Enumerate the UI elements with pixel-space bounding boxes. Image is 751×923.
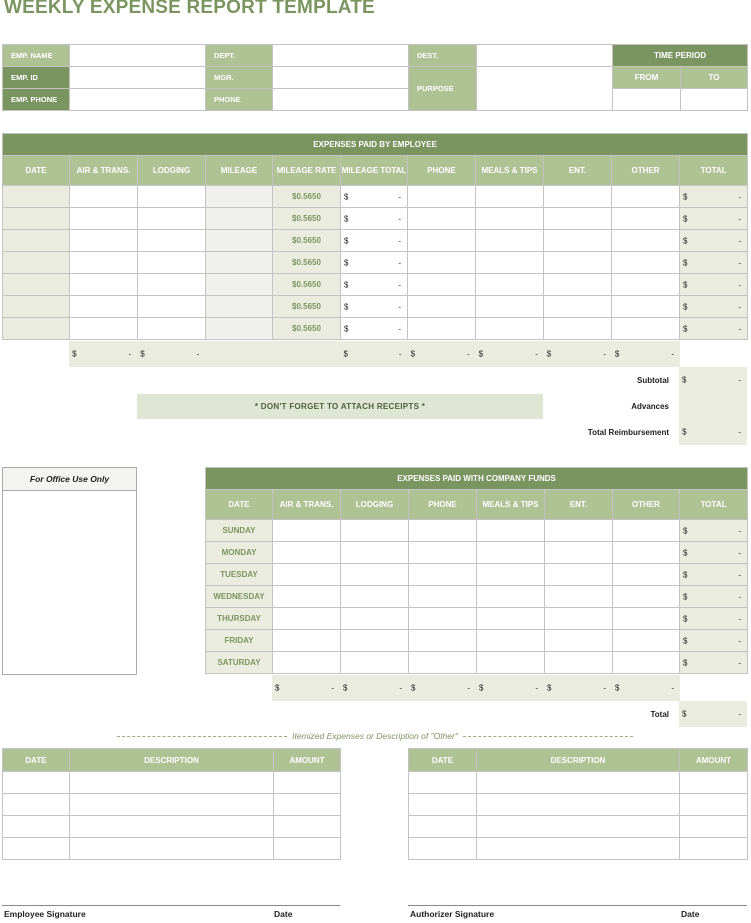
table-row xyxy=(409,772,748,794)
itemized-description-cell[interactable] xyxy=(70,816,274,838)
table-row xyxy=(3,208,748,230)
mileage-total-cell: $ - xyxy=(341,252,408,274)
phone-cell[interactable] xyxy=(408,296,476,318)
ent-cell[interactable] xyxy=(545,652,613,674)
other-cell[interactable] xyxy=(612,186,680,208)
itemized-right-date-header: DATE xyxy=(409,749,477,772)
emp-id-label: EMP. ID xyxy=(3,67,70,89)
mileage-total-cell: $ - xyxy=(341,230,408,252)
total-meals-cell: $ - xyxy=(476,341,544,367)
itemized-amount-cell[interactable] xyxy=(274,772,341,794)
employee-expenses-title: EXPENSES PAID BY EMPLOYEE xyxy=(3,134,748,156)
itemized-date-cell[interactable] xyxy=(3,838,70,860)
table-row xyxy=(3,186,748,208)
phone-cell[interactable] xyxy=(408,230,476,252)
subtotal-label: Subtotal xyxy=(637,375,669,385)
itemized-amount-cell[interactable] xyxy=(680,772,748,794)
air-trans-cell[interactable] xyxy=(273,586,341,608)
employee-expenses-table xyxy=(2,133,748,340)
dept-field[interactable] xyxy=(273,45,409,67)
phone-cell[interactable] xyxy=(408,274,476,296)
phone-cell[interactable] xyxy=(409,630,477,652)
reimbursement-summary xyxy=(543,367,747,445)
company-col-header: OTHER xyxy=(613,490,680,520)
company-col-header: DATE xyxy=(206,490,273,520)
to-field[interactable] xyxy=(681,89,748,111)
itemized-left-desc-header: DESCRIPTION xyxy=(70,749,274,772)
date-cell[interactable] xyxy=(3,208,70,230)
meals-tips-cell[interactable] xyxy=(476,318,544,340)
itemized-label: Itemized Expenses or Description of "Other" xyxy=(292,731,458,741)
authorizer-signature-label: Authorizer Signature xyxy=(410,909,495,919)
table-row xyxy=(409,794,748,816)
other-cell[interactable] xyxy=(613,586,680,608)
meals-tips-cell[interactable] xyxy=(476,208,544,230)
total-mileage-total-cell: $ - xyxy=(340,341,407,367)
itemized-divider xyxy=(117,731,633,741)
phone-cell[interactable] xyxy=(409,542,477,564)
co-total-air-cell: $ - xyxy=(272,675,340,701)
air-trans-cell[interactable] xyxy=(273,630,341,652)
day-cell: MONDAY xyxy=(206,542,273,564)
other-cell[interactable] xyxy=(613,608,680,630)
authorizer-date-label: Date xyxy=(681,909,700,919)
date-cell[interactable] xyxy=(3,296,70,318)
total-rate-cell xyxy=(272,341,340,367)
row-total-cell: $ - xyxy=(680,564,748,586)
other-cell[interactable] xyxy=(612,230,680,252)
itemized-left-amount-header: AMOUNT xyxy=(274,749,341,772)
total-air-cell: $ - xyxy=(69,341,137,367)
mileage-rate-cell: $0.5650 xyxy=(273,274,341,296)
employee-col-header: PHONE xyxy=(408,156,476,186)
company-col-header: PHONE xyxy=(409,490,477,520)
employee-col-header: LODGING xyxy=(138,156,206,186)
employee-totals-row xyxy=(2,341,680,367)
ent-cell[interactable] xyxy=(545,608,613,630)
day-cell: THURSDAY xyxy=(206,608,273,630)
advances-label: Advances xyxy=(631,401,669,411)
emp-phone-field[interactable] xyxy=(70,89,206,111)
mileage-cell[interactable] xyxy=(206,274,273,296)
mileage-rate-cell: $0.5650 xyxy=(273,208,341,230)
itemized-description-cell[interactable] xyxy=(477,816,680,838)
table-row xyxy=(3,274,748,296)
emp-phone-label: EMP. PHONE xyxy=(3,89,70,111)
subtotal-value: $ - xyxy=(679,367,747,393)
row-total-cell: $ - xyxy=(680,296,748,318)
company-total-value: $ - xyxy=(679,701,747,727)
day-cell: SUNDAY xyxy=(206,520,273,542)
meals-tips-cell[interactable] xyxy=(477,542,545,564)
ent-cell[interactable] xyxy=(544,208,612,230)
row-total-cell: $ - xyxy=(680,520,748,542)
mileage-rate-cell: $0.5650 xyxy=(273,252,341,274)
other-cell[interactable] xyxy=(612,296,680,318)
phone-label: PHONE xyxy=(206,89,273,111)
employee-col-header: DATE xyxy=(3,156,70,186)
from-field[interactable] xyxy=(613,89,681,111)
table-row xyxy=(3,296,748,318)
mileage-cell[interactable] xyxy=(206,186,273,208)
table-row xyxy=(3,318,748,340)
date-cell[interactable] xyxy=(3,318,70,340)
total-ent-cell: $ - xyxy=(544,341,612,367)
mileage-total-cell: $ - xyxy=(341,208,408,230)
mileage-rate-cell: $0.5650 xyxy=(273,296,341,318)
itemized-description-cell[interactable] xyxy=(70,772,274,794)
table-row xyxy=(3,252,748,274)
lodging-cell[interactable] xyxy=(341,608,409,630)
table-row xyxy=(206,564,748,586)
employee-signature-line[interactable] xyxy=(2,905,340,906)
itemized-date-cell[interactable] xyxy=(409,794,477,816)
mileage-cell[interactable] xyxy=(206,318,273,340)
page-title: WEEKLY EXPENSE REPORT TEMPLATE xyxy=(4,0,375,18)
table-row xyxy=(206,608,748,630)
mileage-total-cell: $ - xyxy=(341,296,408,318)
itemized-description-cell[interactable] xyxy=(70,794,274,816)
table-row xyxy=(3,816,341,838)
table-row xyxy=(3,230,748,252)
itemized-description-cell[interactable] xyxy=(477,772,680,794)
itemized-date-cell[interactable] xyxy=(409,838,477,860)
row-total-cell: $ - xyxy=(680,542,748,564)
meals-tips-cell[interactable] xyxy=(477,520,545,542)
meals-tips-cell[interactable] xyxy=(477,608,545,630)
phone-cell[interactable] xyxy=(408,252,476,274)
air-trans-cell[interactable] xyxy=(70,230,138,252)
meals-tips-cell[interactable] xyxy=(476,274,544,296)
mileage-total-cell: $ - xyxy=(341,186,408,208)
itemized-date-cell[interactable] xyxy=(3,816,70,838)
lodging-cell[interactable] xyxy=(138,230,206,252)
meals-tips-cell[interactable] xyxy=(477,630,545,652)
table-row xyxy=(3,794,341,816)
total-other-cell: $ - xyxy=(612,341,680,367)
itemized-description-cell[interactable] xyxy=(70,838,274,860)
lodging-cell[interactable] xyxy=(138,186,206,208)
employee-col-header: MILEAGE TOTAL xyxy=(341,156,408,186)
table-row xyxy=(206,630,748,652)
day-cell: TUESDAY xyxy=(206,564,273,586)
phone-cell[interactable] xyxy=(409,652,477,674)
lodging-cell[interactable] xyxy=(341,652,409,674)
row-total-cell: $ - xyxy=(680,230,748,252)
other-cell[interactable] xyxy=(613,564,680,586)
to-header: TO xyxy=(681,67,748,89)
company-col-header: TOTAL xyxy=(680,490,748,520)
row-total-cell: $ - xyxy=(680,586,748,608)
table-row xyxy=(206,652,748,674)
total-phone-cell: $ - xyxy=(408,341,476,367)
ent-cell[interactable] xyxy=(544,230,612,252)
itemized-amount-cell[interactable] xyxy=(680,794,748,816)
other-cell[interactable] xyxy=(613,630,680,652)
other-cell[interactable] xyxy=(612,252,680,274)
table-row xyxy=(3,772,341,794)
date-cell[interactable] xyxy=(3,252,70,274)
emp-name-field[interactable] xyxy=(70,45,206,67)
air-trans-cell[interactable] xyxy=(70,274,138,296)
co-total-other-cell: $ - xyxy=(612,675,680,701)
lodging-cell[interactable] xyxy=(138,274,206,296)
emp-name-label: EMP. NAME xyxy=(3,45,70,67)
company-expenses-title: EXPENSES PAID WITH COMPANY FUNDS xyxy=(206,468,748,490)
other-cell[interactable] xyxy=(612,208,680,230)
office-use-label: For Office Use Only xyxy=(3,468,136,491)
table-row xyxy=(206,586,748,608)
phone-cell[interactable] xyxy=(409,586,477,608)
other-cell[interactable] xyxy=(613,520,680,542)
table-row xyxy=(409,838,748,860)
mileage-total-cell: $ - xyxy=(341,318,408,340)
company-col-header: LODGING xyxy=(341,490,409,520)
company-expenses-table xyxy=(205,467,748,674)
itemized-table-left xyxy=(2,748,341,860)
co-total-phone-cell: $ - xyxy=(408,675,476,701)
purpose-field[interactable] xyxy=(477,67,613,111)
ent-cell[interactable] xyxy=(545,586,613,608)
emp-id-field[interactable] xyxy=(70,67,206,89)
employee-col-header: MILEAGE RATE xyxy=(273,156,341,186)
employee-col-header: MILEAGE xyxy=(206,156,273,186)
company-totals-row xyxy=(272,675,680,701)
employee-date-label: Date xyxy=(274,909,293,919)
row-total-cell: $ - xyxy=(680,186,748,208)
meals-tips-cell[interactable] xyxy=(477,652,545,674)
lodging-cell[interactable] xyxy=(341,542,409,564)
ent-cell[interactable] xyxy=(545,520,613,542)
itemized-date-cell[interactable] xyxy=(3,794,70,816)
air-trans-cell[interactable] xyxy=(70,208,138,230)
air-trans-cell[interactable] xyxy=(70,318,138,340)
other-cell[interactable] xyxy=(612,274,680,296)
total-reimbursement-label: Total Reimbursement xyxy=(587,427,669,437)
company-total-label: Total xyxy=(650,709,669,719)
phone-cell[interactable] xyxy=(408,318,476,340)
mileage-cell[interactable] xyxy=(206,252,273,274)
mileage-cell[interactable] xyxy=(206,208,273,230)
row-total-cell: $ - xyxy=(680,630,748,652)
phone-cell[interactable] xyxy=(409,608,477,630)
total-mileage-cell xyxy=(205,341,272,367)
itemized-amount-cell[interactable] xyxy=(680,816,748,838)
row-total-cell: $ - xyxy=(680,608,748,630)
phone-cell[interactable] xyxy=(408,208,476,230)
ent-cell[interactable] xyxy=(545,630,613,652)
meals-tips-cell[interactable] xyxy=(476,252,544,274)
mgr-field[interactable] xyxy=(273,67,409,89)
itemized-amount-cell[interactable] xyxy=(680,838,748,860)
lodging-cell[interactable] xyxy=(138,252,206,274)
row-total-cell: $ - xyxy=(680,274,748,296)
phone-cell[interactable] xyxy=(409,520,477,542)
date-cell[interactable] xyxy=(3,274,70,296)
co-total-lodging-cell: $ - xyxy=(340,675,408,701)
mgr-label: MGR. xyxy=(206,67,273,89)
ent-cell[interactable] xyxy=(544,296,612,318)
lodging-cell[interactable] xyxy=(138,208,206,230)
date-cell[interactable] xyxy=(3,186,70,208)
phone-cell[interactable] xyxy=(409,564,477,586)
co-total-meals-cell: $ - xyxy=(476,675,544,701)
itemized-amount-cell[interactable] xyxy=(274,816,341,838)
ent-cell[interactable] xyxy=(544,274,612,296)
other-cell[interactable] xyxy=(613,652,680,674)
day-cell: WEDNESDAY xyxy=(206,586,273,608)
lodging-cell[interactable] xyxy=(341,630,409,652)
date-cell[interactable] xyxy=(3,230,70,252)
row-total-cell: $ - xyxy=(680,208,748,230)
mileage-rate-cell: $0.5650 xyxy=(273,186,341,208)
air-trans-cell[interactable] xyxy=(70,252,138,274)
other-cell[interactable] xyxy=(612,318,680,340)
itemized-date-cell[interactable] xyxy=(3,772,70,794)
dest-label: DEST. xyxy=(409,45,477,67)
time-period-header: TIME PERIOD xyxy=(613,45,748,67)
dest-field[interactable] xyxy=(477,45,613,67)
purpose-label: PURPOSE xyxy=(409,67,477,111)
receipt-reminder: * DON'T FORGET TO ATTACH RECEIPTS * xyxy=(137,394,543,419)
itemized-date-cell[interactable] xyxy=(409,772,477,794)
employee-col-header: MEALS & TIPS xyxy=(476,156,544,186)
itemized-description-cell[interactable] xyxy=(477,794,680,816)
company-total-summary xyxy=(543,701,747,727)
company-col-header: AIR & TRANS. xyxy=(273,490,341,520)
total-lodging-cell: $ - xyxy=(137,341,205,367)
ent-cell[interactable] xyxy=(544,186,612,208)
employee-col-header: ENT. xyxy=(544,156,612,186)
lodging-cell[interactable] xyxy=(138,318,206,340)
authorizer-signature-line[interactable] xyxy=(408,905,747,906)
meals-tips-cell[interactable] xyxy=(476,230,544,252)
from-header: FROM xyxy=(613,67,681,89)
table-row xyxy=(3,838,341,860)
co-total-ent-cell: $ - xyxy=(544,675,612,701)
meals-tips-cell[interactable] xyxy=(476,186,544,208)
mileage-total-cell: $ - xyxy=(341,274,408,296)
itemized-table-right xyxy=(408,748,748,860)
office-use-box xyxy=(2,467,137,675)
itemized-description-cell[interactable] xyxy=(477,838,680,860)
table-row xyxy=(206,520,748,542)
mileage-cell[interactable] xyxy=(206,296,273,318)
lodging-cell[interactable] xyxy=(138,296,206,318)
lodging-cell[interactable] xyxy=(341,564,409,586)
meals-tips-cell[interactable] xyxy=(477,564,545,586)
air-trans-cell[interactable] xyxy=(273,608,341,630)
company-col-header: ENT. xyxy=(545,490,613,520)
air-trans-cell[interactable] xyxy=(70,296,138,318)
row-total-cell: $ - xyxy=(680,252,748,274)
ent-cell[interactable] xyxy=(545,564,613,586)
other-cell[interactable] xyxy=(613,542,680,564)
lodging-cell[interactable] xyxy=(341,520,409,542)
itemized-left-date-header: DATE xyxy=(3,749,70,772)
phone-field[interactable] xyxy=(273,89,409,111)
row-total-cell: $ - xyxy=(680,652,748,674)
ent-cell[interactable] xyxy=(544,318,612,340)
employee-col-header: OTHER xyxy=(612,156,680,186)
itemized-date-cell[interactable] xyxy=(409,816,477,838)
employee-col-header: TOTAL xyxy=(680,156,748,186)
table-row xyxy=(206,542,748,564)
mileage-rate-cell: $0.5650 xyxy=(273,318,341,340)
advances-value[interactable] xyxy=(679,393,747,419)
employee-col-header: AIR & TRANS. xyxy=(70,156,138,186)
air-trans-cell[interactable] xyxy=(273,564,341,586)
air-trans-cell[interactable] xyxy=(273,520,341,542)
ent-cell[interactable] xyxy=(544,252,612,274)
mileage-cell[interactable] xyxy=(206,230,273,252)
day-cell: FRIDAY xyxy=(206,630,273,652)
mileage-rate-cell: $0.5650 xyxy=(273,230,341,252)
air-trans-cell[interactable] xyxy=(70,186,138,208)
ent-cell[interactable] xyxy=(545,542,613,564)
itemized-right-amount-header: AMOUNT xyxy=(680,749,748,772)
itemized-amount-cell[interactable] xyxy=(274,794,341,816)
table-row xyxy=(409,816,748,838)
employee-info-table xyxy=(2,44,748,111)
itemized-amount-cell[interactable] xyxy=(274,838,341,860)
meals-tips-cell[interactable] xyxy=(477,586,545,608)
company-col-header: MEALS & TIPS xyxy=(477,490,545,520)
row-total-cell: $ - xyxy=(680,318,748,340)
dept-label: DEPT. xyxy=(206,45,273,67)
itemized-right-desc-header: DESCRIPTION xyxy=(477,749,680,772)
meals-tips-cell[interactable] xyxy=(476,296,544,318)
phone-cell[interactable] xyxy=(408,186,476,208)
air-trans-cell[interactable] xyxy=(273,652,341,674)
lodging-cell[interactable] xyxy=(341,586,409,608)
day-cell: SATURDAY xyxy=(206,652,273,674)
total-reimbursement-value: $ - xyxy=(679,419,747,445)
employee-signature-label: Employee Signature xyxy=(4,909,86,919)
air-trans-cell[interactable] xyxy=(273,542,341,564)
